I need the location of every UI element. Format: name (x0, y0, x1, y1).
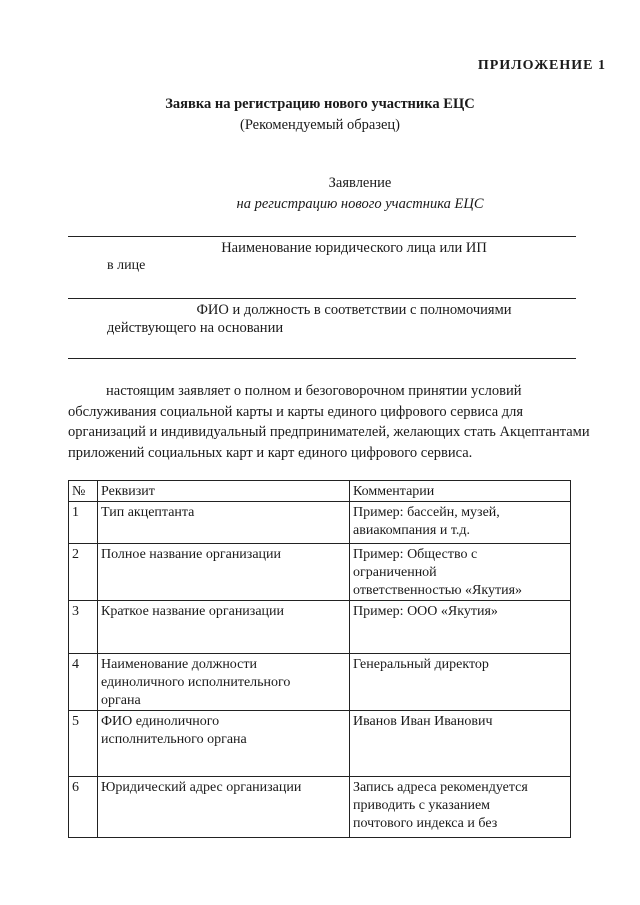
row-requisite (98, 711, 350, 777)
table-row (69, 654, 571, 711)
row-requisite (98, 544, 350, 601)
cell-line: Пример: бассейн, музей, (353, 505, 500, 520)
cell-line: Запись адреса рекомендуется (353, 780, 528, 795)
table-row (69, 777, 571, 838)
row-number: 1 (69, 502, 98, 544)
cell-line: единоличного исполнительного (101, 675, 291, 690)
paragraph-line: настоящим заявляет о полном и безоговорочном принятии условий (106, 383, 522, 399)
requisites-table (68, 480, 571, 838)
cell-line: Юридический адрес организации (101, 780, 302, 795)
cell-line: авиакомпания и т.д. (353, 523, 471, 538)
row-comment (350, 654, 571, 711)
row-comment (350, 777, 571, 838)
cell-line: Иванов Иван Иванович (353, 714, 493, 729)
cell-line: органа (101, 693, 141, 708)
paragraph-line: приложений социальных карт и карт единого цифрового сервиса. (68, 444, 473, 461)
table-header-row (69, 481, 571, 502)
document-title: Заявка на регистрацию нового участника ЕЦС (165, 96, 475, 112)
paragraph-line: организаций и индивидуальный предпринимателей, желающих стать Акцептантами (68, 424, 590, 440)
cell-line: Наименование должности (101, 657, 257, 672)
legal-entity-caption: Наименование юридического лица или ИП (221, 240, 487, 256)
cell-line: Пример: Общество с (353, 547, 478, 562)
table-row (69, 544, 571, 601)
acting-basis-label: действующего на основании (107, 320, 284, 336)
statement-heading: Заявление (328, 175, 392, 191)
row-comment (350, 544, 571, 601)
row-number: 2 (69, 544, 98, 601)
cell-line: Генеральный директор (353, 657, 489, 672)
person-fill-line (68, 298, 576, 299)
paragraph-line: обслуживания социальной карты и карты единого цифрового сервиса для (68, 403, 524, 420)
row-requisite (98, 654, 350, 711)
in-person-label: в лице (107, 258, 146, 273)
row-number: 3 (69, 601, 98, 654)
statement-paragraph (68, 381, 588, 463)
row-comment (350, 711, 571, 777)
cell-line: Тип акцептанта (101, 505, 195, 520)
header-requisite: Реквизит (98, 481, 350, 502)
cell-line: Пример: ООО «Якутия» (353, 604, 498, 619)
row-number: 4 (69, 654, 98, 711)
cell-line: ФИО единоличного (101, 714, 220, 729)
statement-subheading: на регистрацию нового участника ЕЦС (236, 196, 484, 212)
cell-line: ограниченной (353, 565, 437, 580)
document-subtitle: (Рекомендуемый образец) (239, 117, 401, 133)
person-caption: ФИО и должность в соответствии с полномочиями (196, 302, 512, 318)
table-row (69, 601, 571, 654)
cell-line: ответственностью «Якутия» (353, 583, 523, 598)
table-row (69, 502, 571, 544)
row-comment (350, 601, 571, 654)
row-number: 5 (69, 711, 98, 777)
legal-entity-fill-line (68, 236, 576, 237)
cell-line: Полное название организации (101, 547, 282, 562)
row-requisite (98, 777, 350, 838)
row-requisite (98, 601, 350, 654)
header-number: № (69, 481, 98, 502)
row-requisite (98, 502, 350, 544)
row-comment (350, 502, 571, 544)
table-row (69, 711, 571, 777)
cell-line: Краткое название организации (101, 604, 285, 619)
row-number: 6 (69, 777, 98, 838)
header-comments: Комментарии (350, 481, 571, 502)
cell-line: приводить с указанием (353, 798, 491, 813)
basis-fill-line (68, 358, 576, 359)
appendix-label: ПРИЛОЖЕНИЕ 1 (477, 58, 606, 73)
cell-line: исполнительного органа (101, 732, 247, 747)
cell-line: почтового индекса и без (353, 816, 498, 831)
